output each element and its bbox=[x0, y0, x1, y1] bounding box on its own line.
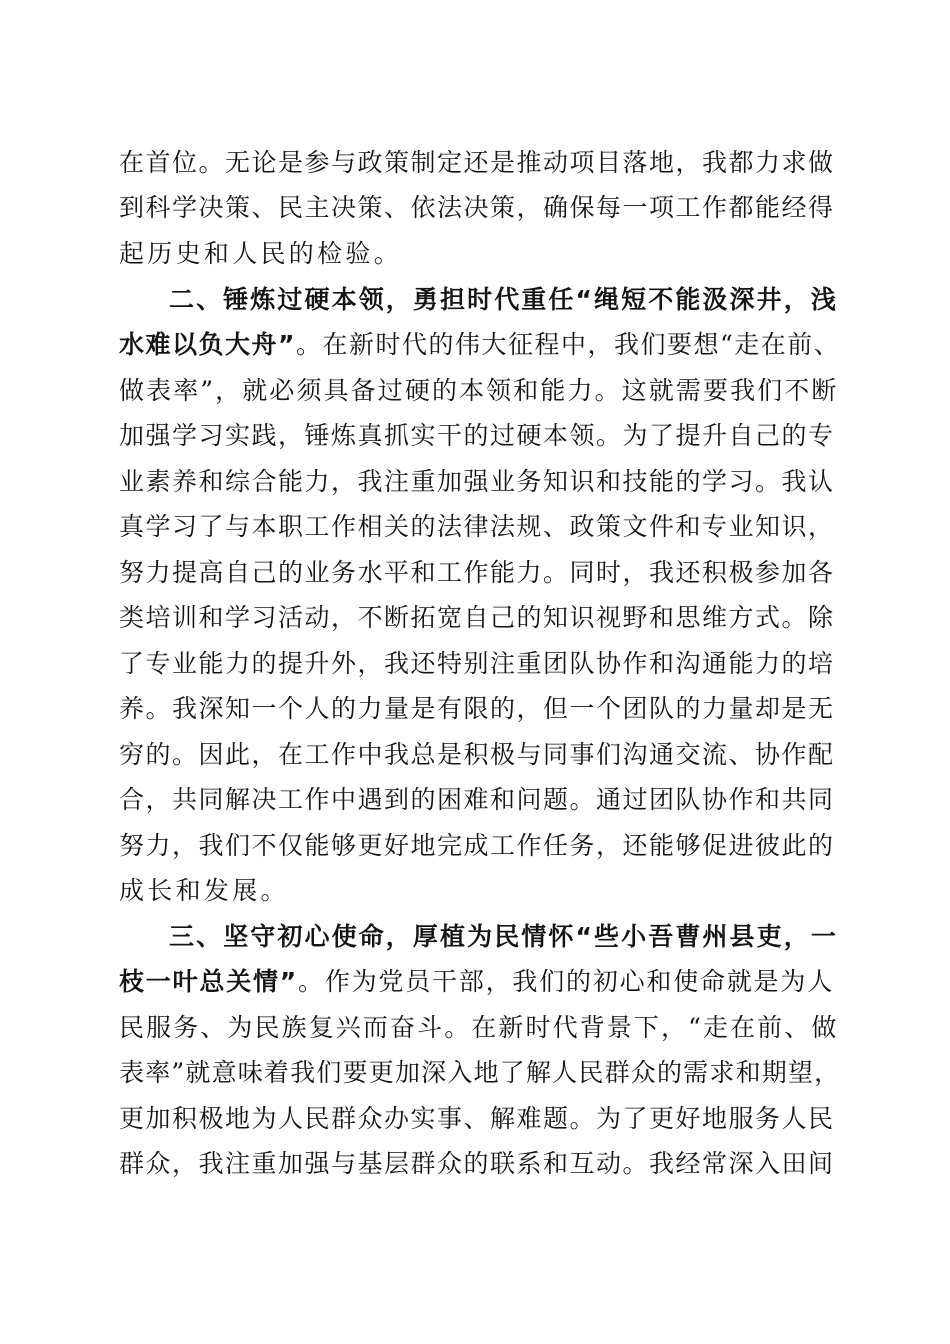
text-line: 加强学习实践，锤炼真抓实干的过硬本领。为了提升自己的专 bbox=[119, 421, 835, 450]
section-heading: 三、坚守初心使命，厚植为民情怀“些小吾曹州县吏，一 bbox=[169, 922, 838, 951]
text-line: 表率”就意味着我们要更加深入地了解人民群众的需求和期望， bbox=[119, 1058, 841, 1087]
text-line: 努力提高自己的业务水平和工作能力。同时，我还积极参加各 bbox=[119, 558, 835, 587]
text-line: 水难以负大舟”。在新时代的伟大征程中，我们要想“走在前、 bbox=[119, 330, 841, 359]
text-line: 到科学决策、民主决策、依法决策，确保每一项工作都能经得 bbox=[119, 193, 835, 222]
text-line: 在首位。无论是参与政策制定还是推动项目落地，我都力求做 bbox=[119, 148, 835, 177]
section-heading: 二、锤炼过硬本领，勇担时代重任“绳短不能汲深井，浅 bbox=[169, 285, 838, 314]
text-line: 枝一叶总关情”。作为党员干部，我们的初心和使命就是为人 bbox=[119, 967, 835, 996]
text-line: 养。我深知一个人的力量是有限的，但一个团队的力量却是无 bbox=[119, 694, 835, 723]
text-line: 做表率”，就必须具备过硬的本领和能力。这就需要我们不断 bbox=[119, 376, 839, 405]
text-line: 起历史和人民的检验。 bbox=[119, 239, 403, 268]
text-line: 真学习了与本职工作相关的法律法规、政策文件和专业知识， bbox=[119, 512, 835, 541]
text-line: 合，共同解决工作中遇到的困难和问题。通过团队协作和共同 bbox=[119, 785, 835, 814]
text-line: 群众，我注重加强与基层群众的联系和互动。我经常深入田间 bbox=[119, 1149, 835, 1178]
text-line: 成长和发展。 bbox=[119, 876, 289, 905]
text-line: 业素养和综合能力，我注重加强业务知识和技能的学习。我认 bbox=[119, 467, 835, 496]
text-line: 更加积极地为人民群众办实事、解难题。为了更好地服务人民 bbox=[119, 1104, 835, 1133]
text-line: 努力，我们不仅能够更好地完成工作任务，还能够促进彼此的 bbox=[119, 831, 835, 860]
text-line: 穷的。因此，在工作中我总是积极与同事们沟通交流、协作配 bbox=[119, 740, 835, 769]
text-line: 民服务、为民族复兴而奋斗。在新时代背景下，“走在前、做 bbox=[119, 1013, 839, 1042]
text-line: 了专业能力的提升外，我还特别注重团队协作和沟通能力的培 bbox=[119, 649, 835, 678]
text-line: 类培训和学习活动，不断拓宽自己的知识视野和思维方式。除 bbox=[119, 603, 835, 632]
